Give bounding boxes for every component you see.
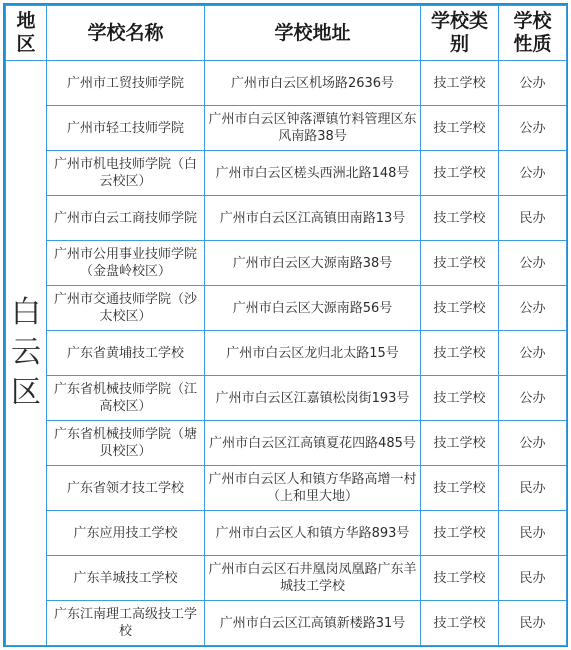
school-name: 广州市交通技师学院（沙太校区） (47, 286, 205, 331)
school-nature: 公办 (499, 106, 567, 151)
school-name: 广东羊城技工学校 (47, 556, 205, 601)
school-category: 技工学校 (421, 331, 499, 376)
table-row (6, 511, 567, 556)
school-category: 技工学校 (421, 376, 499, 421)
school-nature: 公办 (499, 151, 567, 196)
school-nature: 公办 (499, 331, 567, 376)
school-category: 技工学校 (421, 601, 499, 646)
school-nature: 公办 (499, 421, 567, 466)
header-school-name: 学校名称 (47, 6, 205, 61)
school-nature: 公办 (499, 286, 567, 331)
school-address: 广州市白云区大源南路56号 (205, 286, 421, 331)
school-category: 技工学校 (421, 241, 499, 286)
header-school-nature: 学校性质 (499, 6, 567, 61)
school-name: 广州市机电技师学院（白云校区） (47, 151, 205, 196)
school-address: 广州市白云区江高镇夏花四路485号 (205, 421, 421, 466)
school-name: 广州市白云工商技师学院 (47, 196, 205, 241)
school-name: 广州市工贸技师学院 (47, 61, 205, 106)
table-row (6, 331, 567, 376)
school-address: 广州市白云区石井凰岗凤凰路广东羊城技工学校 (205, 556, 421, 601)
school-name: 广东江南理工高级技工学校 (47, 601, 205, 646)
school-nature: 民办 (499, 511, 567, 556)
table-row (6, 196, 567, 241)
school-address: 广州市白云区江高镇新楼路31号 (205, 601, 421, 646)
table-row (6, 106, 567, 151)
school-category: 技工学校 (421, 466, 499, 511)
table-row (6, 151, 567, 196)
school-category: 技工学校 (421, 286, 499, 331)
header-school-category: 学校类别 (421, 6, 499, 61)
school-nature: 公办 (499, 61, 567, 106)
school-category: 技工学校 (421, 61, 499, 106)
school-name: 广东省领才技工学校 (47, 466, 205, 511)
table-row (6, 61, 567, 106)
school-nature: 民办 (499, 556, 567, 601)
school-category: 技工学校 (421, 421, 499, 466)
school-category: 技工学校 (421, 196, 499, 241)
table-row (6, 556, 567, 601)
school-name: 广东应用技工学校 (47, 511, 205, 556)
school-category: 技工学校 (421, 511, 499, 556)
school-address: 广州市白云区机场路2636号 (205, 61, 421, 106)
school-nature: 民办 (499, 601, 567, 646)
school-name: 广东省机械技师学院（塘贝校区） (47, 421, 205, 466)
school-address: 广州市白云区人和镇方华路893号 (205, 511, 421, 556)
school-address: 广州市白云区江嘉镇松岗街193号 (205, 376, 421, 421)
school-category: 技工学校 (421, 556, 499, 601)
header-school-address: 学校地址 (205, 6, 421, 61)
school-table (5, 5, 567, 646)
table-row (6, 421, 567, 466)
school-name: 广东省机械技师学院（江高校区） (47, 376, 205, 421)
table-header-row (6, 6, 567, 61)
table-row (6, 286, 567, 331)
school-name: 广州市公用事业技师学院（金盘岭校区） (47, 241, 205, 286)
table-row (6, 241, 567, 286)
school-nature: 民办 (499, 196, 567, 241)
school-address: 广州市白云区江高镇田南路13号 (205, 196, 421, 241)
school-address: 广州市白云区槎头西洲北路148号 (205, 151, 421, 196)
school-category: 技工学校 (421, 151, 499, 196)
school-name: 广东省黄埔技工学校 (47, 331, 205, 376)
table-row (6, 466, 567, 511)
table-row (6, 601, 567, 646)
school-nature: 民办 (499, 466, 567, 511)
school-address: 广州市白云区人和镇方华路高增一村（上和里大地） (205, 466, 421, 511)
school-nature: 公办 (499, 376, 567, 421)
school-name: 广州市轻工技师学院 (47, 106, 205, 151)
school-category: 技工学校 (421, 106, 499, 151)
school-address: 广州市白云区大源南路38号 (205, 241, 421, 286)
school-nature: 公办 (499, 241, 567, 286)
header-region: 地区 (6, 6, 47, 61)
region-cell: 白云区 (6, 61, 47, 646)
school-address: 广州市白云区龙归北太路15号 (205, 331, 421, 376)
table-row (6, 376, 567, 421)
school-address: 广州市白云区钟落潭镇竹料管理区东风南路38号 (205, 106, 421, 151)
